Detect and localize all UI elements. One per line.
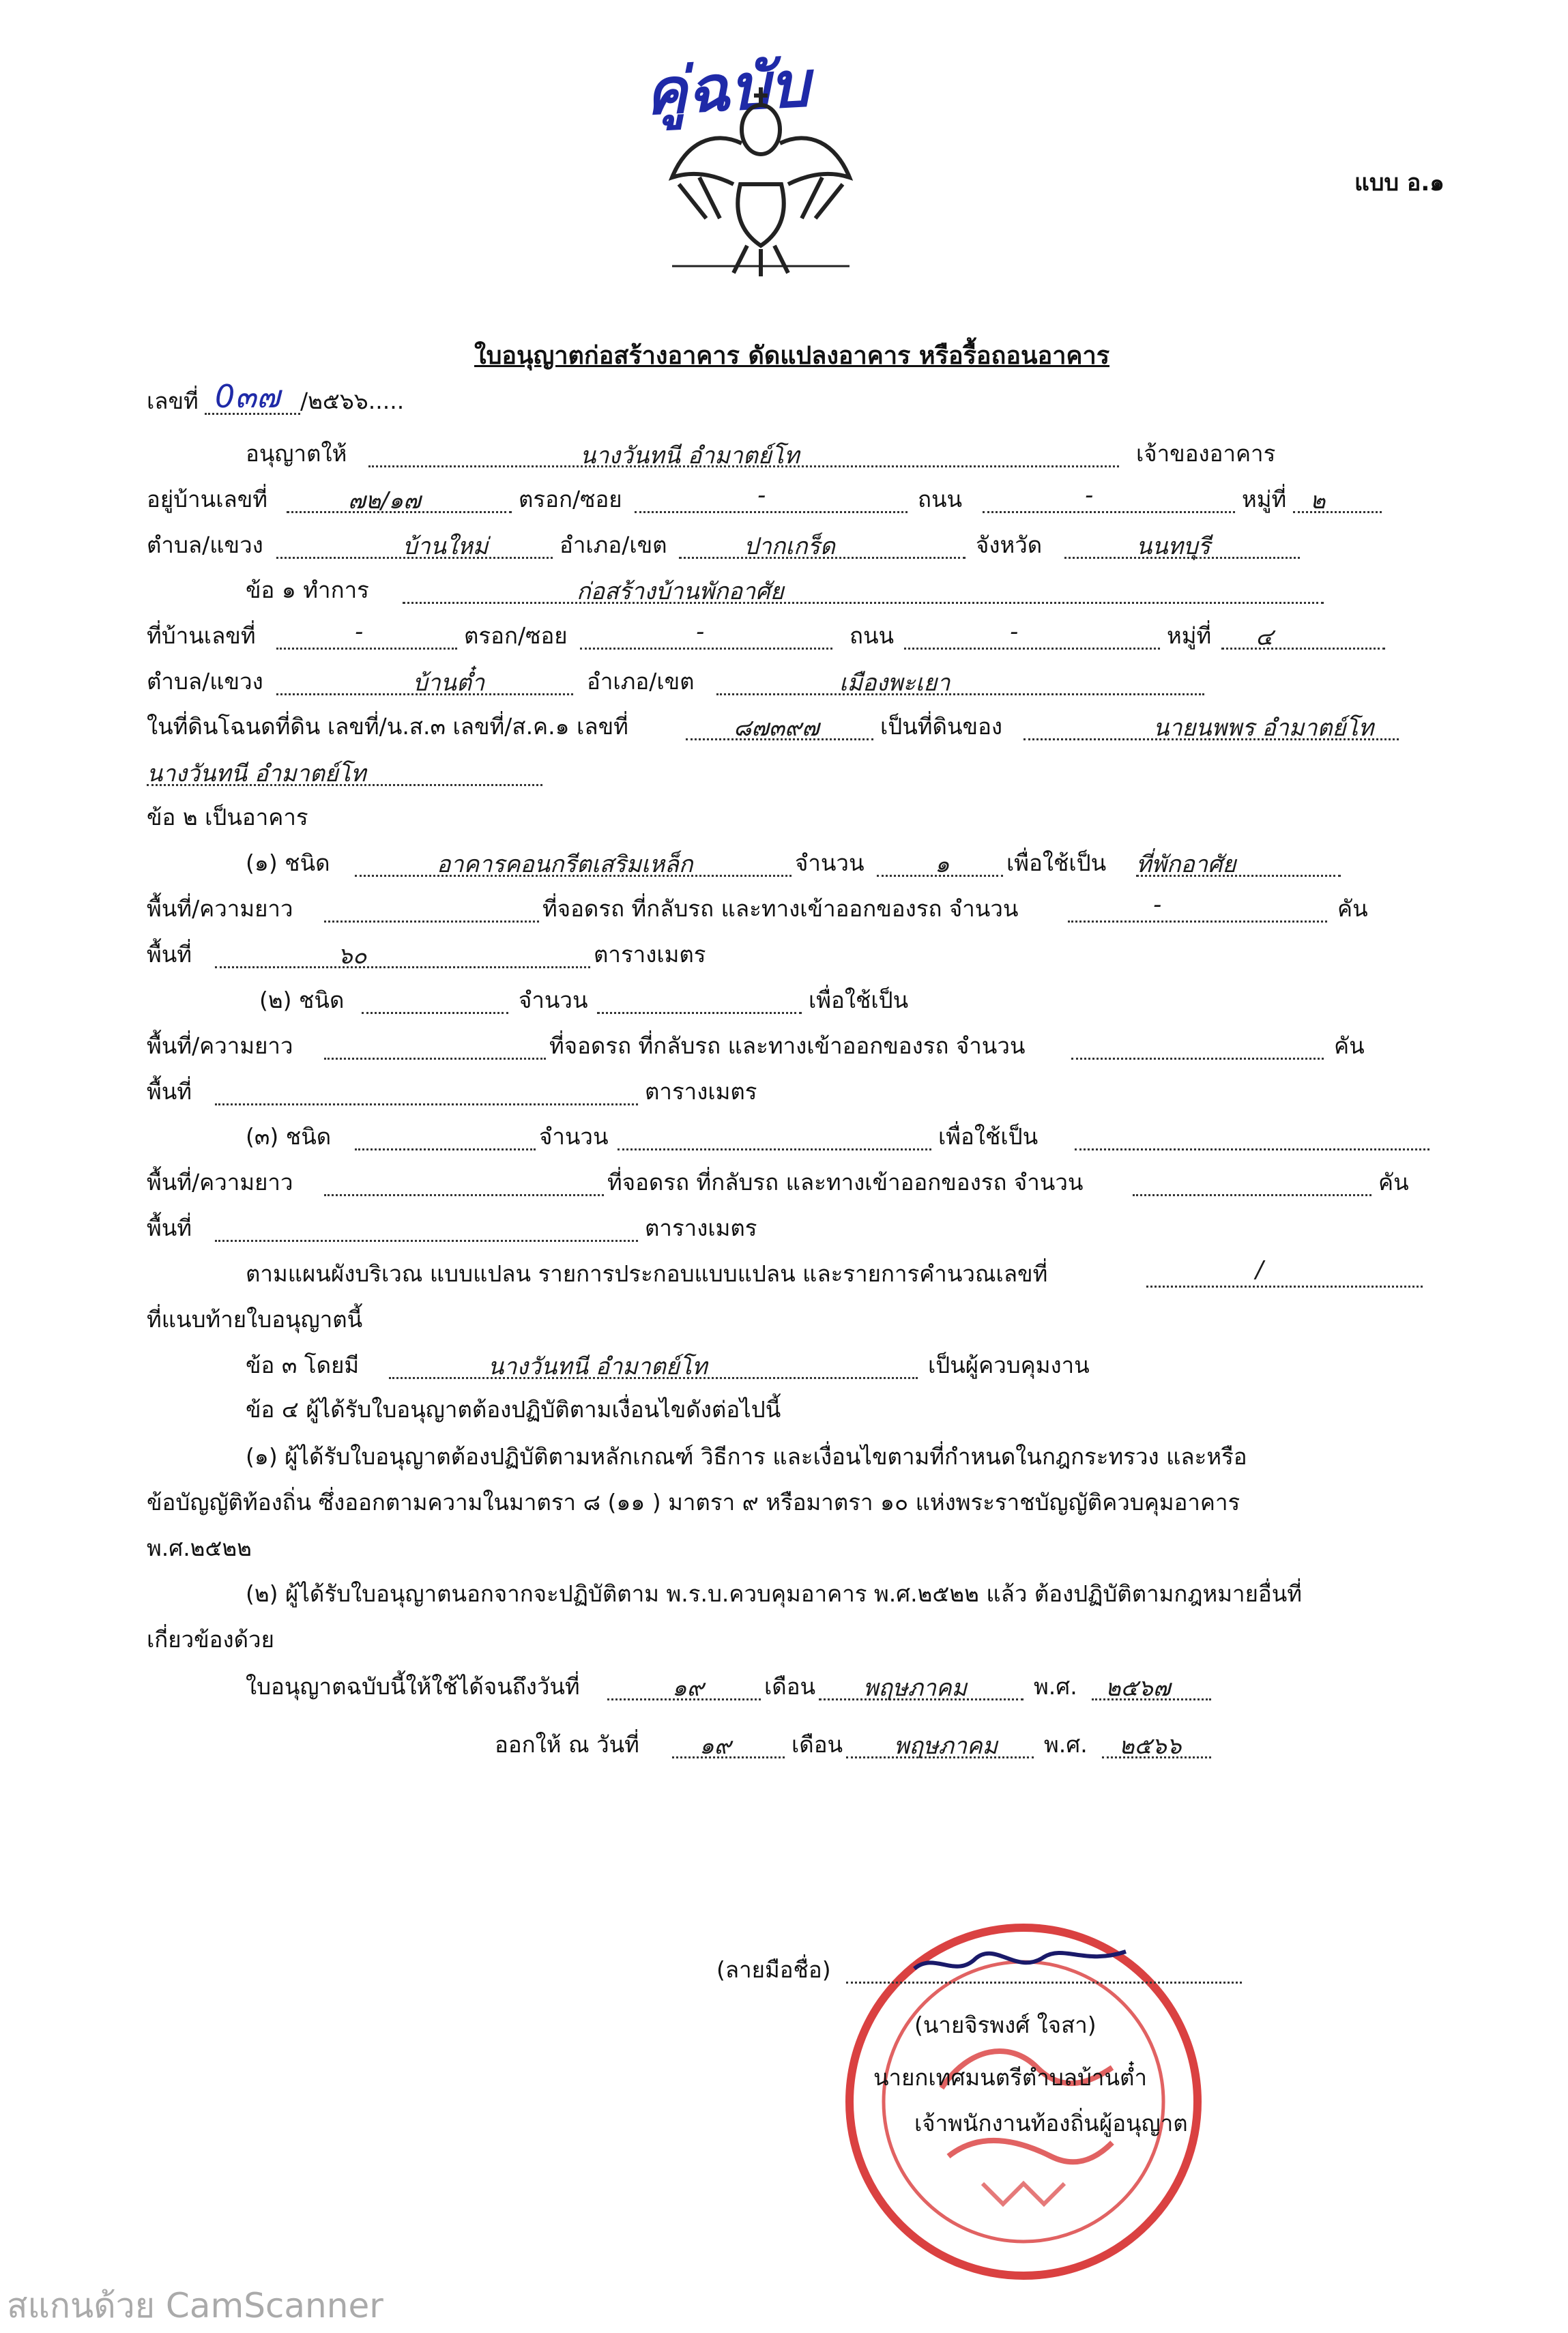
b3-len-label: พื้นที่/ความยาว xyxy=(147,1169,293,1196)
site-dist-dotline xyxy=(716,693,1204,695)
b1-use: ที่พักอาศัย xyxy=(1136,851,1236,878)
land-owner-2: นางวันทนี อำมาตย์โท xyxy=(147,760,366,787)
land-no: ๘๗๓๙๗ xyxy=(734,714,819,742)
b3-area-unit: ตารางเมตร xyxy=(645,1215,757,1241)
clause1-label: ข้อ ๑ ทำการ xyxy=(246,577,369,603)
valid-month: พฤษภาคม xyxy=(863,1675,968,1702)
permit-label: อนุญาตให้ xyxy=(246,440,347,467)
addr-sub: บ้านใหม่ xyxy=(403,533,489,560)
site-moo-dotline xyxy=(1221,648,1385,650)
issued-month: พฤษภาคม xyxy=(894,1733,998,1760)
cond2-line1: (๒) ผู้ได้รับใบอนุญาตนอกจากจะปฏิบัติตาม พ.ร.บ.ควบคุมอาคาร พ.ศ.๒๕๒๒ แล้ว ต้องปฏิบัติตามกฎหมายอื่นที่ xyxy=(246,1580,1303,1607)
valid-day: ๑๙ xyxy=(672,1675,704,1702)
clause1-dotline xyxy=(403,602,1324,604)
issued-month-label: เดือน xyxy=(792,1731,843,1758)
b2-use-label: เพื่อใช้เป็น xyxy=(809,987,909,1013)
signature-label: (ลายมือชื่อ) xyxy=(716,1956,831,1983)
b2-type-label: (๒) ชนิด xyxy=(259,987,345,1013)
b2-len-dotline xyxy=(324,1058,546,1060)
site-house: - xyxy=(355,618,364,646)
b2-area-label: พื้นที่ xyxy=(147,1078,192,1105)
addr-dist-label: อำเภอ/เขต xyxy=(560,532,667,558)
signer-position-1: นายกเทศมนตรีตำบลบ้านต๋ำ xyxy=(873,2064,1147,2091)
addr-road-dotline xyxy=(983,511,1235,513)
plan-dotline xyxy=(1146,1286,1423,1288)
addr-alley-label: ตรอก/ซอย xyxy=(519,486,622,512)
clause2-label: ข้อ ๒ เป็นอาคาร xyxy=(147,804,308,830)
clause3-label: ข้อ ๓ โดยมี xyxy=(246,1352,360,1378)
issued-label: ออกให้ ณ วันที่ xyxy=(495,1731,639,1758)
b3-qty-label: จำนวน xyxy=(539,1123,609,1150)
garuda-emblem xyxy=(658,82,863,280)
plan-value: / xyxy=(1255,1256,1264,1284)
clause3-value: นางวันทนี อำมาตย์โท xyxy=(488,1353,708,1380)
b3-type-dotline xyxy=(355,1148,536,1150)
addr-road: - xyxy=(1085,482,1094,509)
plan-text: ตามแผนผังบริเวณ แบบแปลน รายการประกอบแบบแปลน และรายการคำนวณเลขที่ xyxy=(246,1260,1048,1287)
permit-name: นางวันทนี อำมาตย์โท xyxy=(580,442,800,469)
land-owner-label: เป็นที่ดินของ xyxy=(880,713,1003,740)
site-moo: ๔ xyxy=(1255,624,1273,651)
permit-suffix: เจ้าของอาคาร xyxy=(1136,440,1276,467)
no-value: 0๓๗ xyxy=(215,378,280,415)
b1-area-dotline xyxy=(215,966,590,968)
camscanner-watermark: สแกนด้วย CamScanner xyxy=(7,2286,383,2325)
site-house-dotline xyxy=(276,648,457,650)
site-alley-label: ตรอก/ซอย xyxy=(464,622,568,649)
b1-car-unit: คัน xyxy=(1337,895,1368,922)
b2-park-dotline xyxy=(1071,1058,1324,1060)
addr-dist: ปากเกร็ด xyxy=(744,533,835,560)
b1-area-unit: ตารางเมตร xyxy=(594,941,706,968)
site-house-label: ที่บ้านเลขที่ xyxy=(147,622,256,649)
addr-road-label: ถนน xyxy=(918,486,963,512)
b3-type-label: (๓) ชนิด xyxy=(246,1123,332,1150)
valid-month-label: เดือน xyxy=(764,1673,816,1700)
issued-year-label: พ.ศ. xyxy=(1044,1731,1088,1758)
addr-house: ๗๒/๑๗ xyxy=(348,487,421,515)
no-year: /๒๕๖๖..... xyxy=(300,388,405,414)
site-sub-label: ตำบล/แขวง xyxy=(147,668,263,695)
site-road-dotline xyxy=(904,648,1160,650)
addr-alley: - xyxy=(757,482,766,509)
site-sub: บ้านต๋ำ xyxy=(413,669,485,697)
b3-qty-dotline xyxy=(618,1148,931,1150)
site-road: - xyxy=(1010,618,1019,646)
no-label: เลขที่ xyxy=(147,388,199,414)
issued-day: ๑๙ xyxy=(699,1733,731,1760)
b3-park-label: ที่จอดรถ ที่กลับรถ และทางเข้าออกของรถ จำนวน xyxy=(607,1169,1084,1196)
b1-type-label: (๑) ชนิด xyxy=(246,850,330,876)
b2-qty-dotline xyxy=(597,1012,802,1014)
addr-prov: นนทบุรี xyxy=(1136,533,1210,560)
b1-area: ๖๐ xyxy=(338,942,367,970)
site-alley: - xyxy=(696,618,705,646)
b1-qty-label: จำนวน xyxy=(795,850,865,876)
cond1-line1: (๑) ผู้ได้รับใบอนุญาตต้องปฏิบัติตามหลักเกณฑ์ วิธีการ และเงื่อนไขตามที่กำหนดในกฎกระทรวง และหรือ xyxy=(246,1443,1247,1470)
valid-year: ๒๕๖๗ xyxy=(1105,1675,1171,1702)
plan-text-2: ที่แนบท้ายใบอนุญาตนี้ xyxy=(147,1306,363,1333)
addr-moo-dotline xyxy=(1293,511,1382,513)
addr-alley-dotline xyxy=(635,511,908,513)
clause3-suffix: เป็นผู้ควบคุมงาน xyxy=(928,1352,1090,1378)
site-alley-dotline xyxy=(580,648,832,650)
clause4-label: ข้อ ๔ ผู้ได้รับใบอนุญาตต้องปฏิบัติตามเงื่อนไขดังต่อไปนี้ xyxy=(246,1396,781,1423)
b1-park-label: ที่จอดรถ ที่กลับรถ และทางเข้าออกของรถ จำนวน xyxy=(542,895,1019,922)
signature-dotline xyxy=(846,1982,1242,1984)
b3-len-dotline xyxy=(324,1194,604,1196)
copy-stamp: คู่ฉบับ xyxy=(643,47,811,130)
land-owner-2-dotline xyxy=(147,784,542,786)
b2-park-label: ที่จอดรถ ที่กลับรถ และทางเข้าออกของรถ จำนวน xyxy=(549,1032,1026,1059)
b2-area-dotline xyxy=(215,1103,638,1105)
b3-use-label: เพื่อใช้เป็น xyxy=(938,1123,1039,1150)
b3-area-label: พื้นที่ xyxy=(147,1215,192,1241)
b1-area-label: พื้นที่ xyxy=(147,941,192,968)
document-title: ใบอนุญาตก่อสร้างอาคาร ดัดแปลงอาคาร หรือรื้อถอนอาคาร xyxy=(474,342,1110,370)
cond1-line3: พ.ศ.๒๕๒๒ xyxy=(147,1535,252,1561)
form-code: แบบ อ.๑ xyxy=(1354,169,1444,197)
addr-prov-label: จังหวัด xyxy=(976,532,1043,558)
b2-car-unit: คัน xyxy=(1334,1032,1365,1059)
b1-park: - xyxy=(1153,891,1162,918)
valid-year-label: พ.ศ. xyxy=(1034,1673,1077,1700)
signer-position-2: เจ้าพนักงานท้องถิ่นผู้อนุญาต xyxy=(914,2110,1188,2136)
clause1-value: ก่อสร้างบ้านพักอาศัย xyxy=(577,578,784,605)
site-moo-label: หมู่ที่ xyxy=(1167,622,1212,649)
b2-area-unit: ตารางเมตร xyxy=(645,1078,757,1105)
addr-moo-label: หมู่ที่ xyxy=(1242,486,1287,512)
addr-sub-label: ตำบล/แขวง xyxy=(147,532,263,558)
b1-use-label: เพื่อใช้เป็น xyxy=(1006,850,1107,876)
site-dist-label: อำเภอ/เขต xyxy=(587,668,695,695)
signer-name: (นายจิรพงศ์ ใจสา) xyxy=(914,2012,1097,2038)
land-owner: นายนพพร อำมาตย์โท xyxy=(1153,714,1374,742)
cond2-line2: เกี่ยวข้องด้วย xyxy=(147,1626,274,1653)
b2-type-dotline xyxy=(362,1012,508,1014)
b3-car-unit: คัน xyxy=(1378,1169,1409,1196)
signature xyxy=(908,1938,1133,1986)
cond1-line2: ข้อบัญญัติท้องถิ่น ซึ่งออกตามความในมาตรา ๘ (๑๑ ) มาตรา ๙ หรือมาตรา ๑๐ แห่งพระราชบัญญัติควบคุมอาคาร xyxy=(147,1489,1240,1516)
b3-use-dotline xyxy=(1075,1148,1429,1150)
addr-moo: ๒ xyxy=(1310,487,1326,515)
land-label: ในที่ดินโฉนดที่ดิน เลขที่/น.ส.๓ เลขที่/ส.ค.๑ เลขที่ xyxy=(147,713,628,740)
issued-year: ๒๕๖๖ xyxy=(1119,1733,1182,1760)
b1-len-label: พื้นที่/ความยาว xyxy=(147,895,293,922)
b1-park-dotline xyxy=(1068,921,1327,923)
b3-park-dotline xyxy=(1133,1194,1371,1196)
valid-label: ใบอนุญาตฉบับนี้ให้ใช้ได้จนถึงวันที่ xyxy=(246,1673,580,1700)
addr-house-label: อยู่บ้านเลขที่ xyxy=(147,486,268,512)
b1-type: อาคารคอนกรีตเสริมเหล็ก xyxy=(437,851,693,878)
site-road-label: ถนน xyxy=(850,622,895,649)
b1-len-dotline xyxy=(324,921,539,923)
b2-qty-label: จำนวน xyxy=(519,987,588,1013)
b3-area-dotline xyxy=(215,1240,638,1242)
b1-qty: ๑ xyxy=(935,851,950,878)
b2-len-label: พื้นที่/ความยาว xyxy=(147,1032,293,1059)
site-dist: เมืองพะเยา xyxy=(839,669,950,697)
